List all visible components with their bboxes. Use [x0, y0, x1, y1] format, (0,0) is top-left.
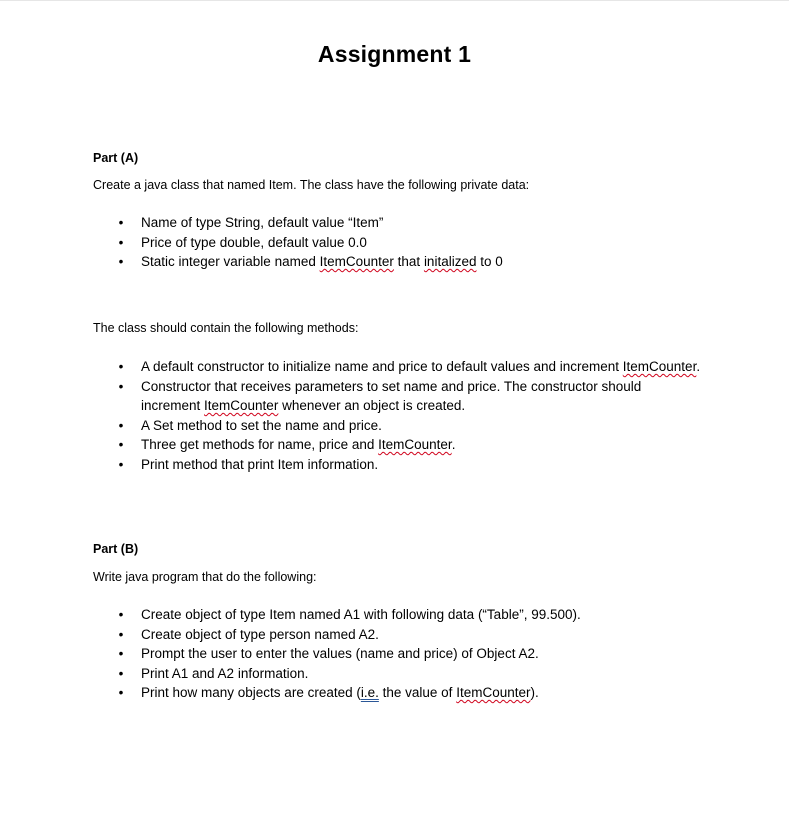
list-item: • Create object of type Item named A1 with following data (“Table”, 99.500).	[0, 605, 701, 625]
spelling-flag: ItemCounter	[378, 437, 452, 452]
document-title: Assignment 1	[317, 41, 472, 67]
part-a-heading: Part (A)	[93, 151, 139, 165]
bullet-icon: •	[118, 378, 124, 394]
spelling-flag: ItemCounter	[319, 254, 394, 269]
list-item: • Three get methods for name, price and ItemCounter.	[0, 435, 701, 455]
spelling-flag: ItemCounter	[622, 359, 697, 374]
bullet-icon: •	[118, 456, 124, 472]
bullet-icon: •	[118, 417, 124, 433]
part-a-intro: Create a java class that named Item. The class have the following private data:	[93, 178, 530, 192]
spelling-flag: initalized	[423, 254, 477, 269]
spelling-flag: ItemCounter	[456, 685, 531, 700]
part-a-data-list	[0, 213, 789, 272]
list-item: • Print how many objects are created (i.e. the value of ItemCounter).	[0, 683, 701, 703]
bullet-icon: •	[118, 607, 124, 622]
list-item: • Name of type String, default value “Item”	[0, 213, 701, 233]
bullet-icon: •	[118, 646, 124, 661]
bullet-icon: •	[118, 234, 124, 250]
bullet-icon: •	[118, 359, 124, 374]
bullet-icon: •	[118, 437, 124, 452]
list-item: • Prompt the user to enter the values (name and price) of Object A2.	[0, 644, 701, 664]
list-item: • Constructor that receives parameters to set name and price. The constructor should increment ItemCounter whenever an object is created.	[0, 377, 701, 416]
list-item: • Static integer variable named ItemCounter that initalized to 0	[0, 252, 701, 272]
list-item: • A Set method to set the name and price.	[0, 416, 701, 436]
methods-intro: The class should contain the following methods:	[93, 321, 359, 335]
bullet-icon: •	[118, 626, 124, 642]
spelling-flag: ItemCounter	[204, 398, 279, 413]
part-b-steps-list	[0, 605, 789, 703]
grammar-flag: i.e.	[360, 685, 379, 700]
list-item: • Print method that print Item information.	[0, 455, 701, 475]
bullet-icon: •	[118, 215, 124, 230]
part-b-intro: Write java program that do the following:	[93, 570, 317, 584]
bullet-icon: •	[118, 685, 124, 700]
part-b-heading: Part (B)	[93, 542, 139, 556]
bullet-icon: •	[118, 254, 124, 269]
list-item: • A default constructor to initialize name and price to default values and increment ItemCounter.	[0, 357, 701, 377]
bullet-icon: •	[118, 665, 124, 681]
list-item: • Price of type double, default value 0.0	[0, 233, 701, 253]
list-item: • Create object of type person named A2.	[0, 625, 701, 645]
list-item: • Print A1 and A2 information.	[0, 664, 701, 684]
part-a-methods-list	[0, 357, 789, 474]
